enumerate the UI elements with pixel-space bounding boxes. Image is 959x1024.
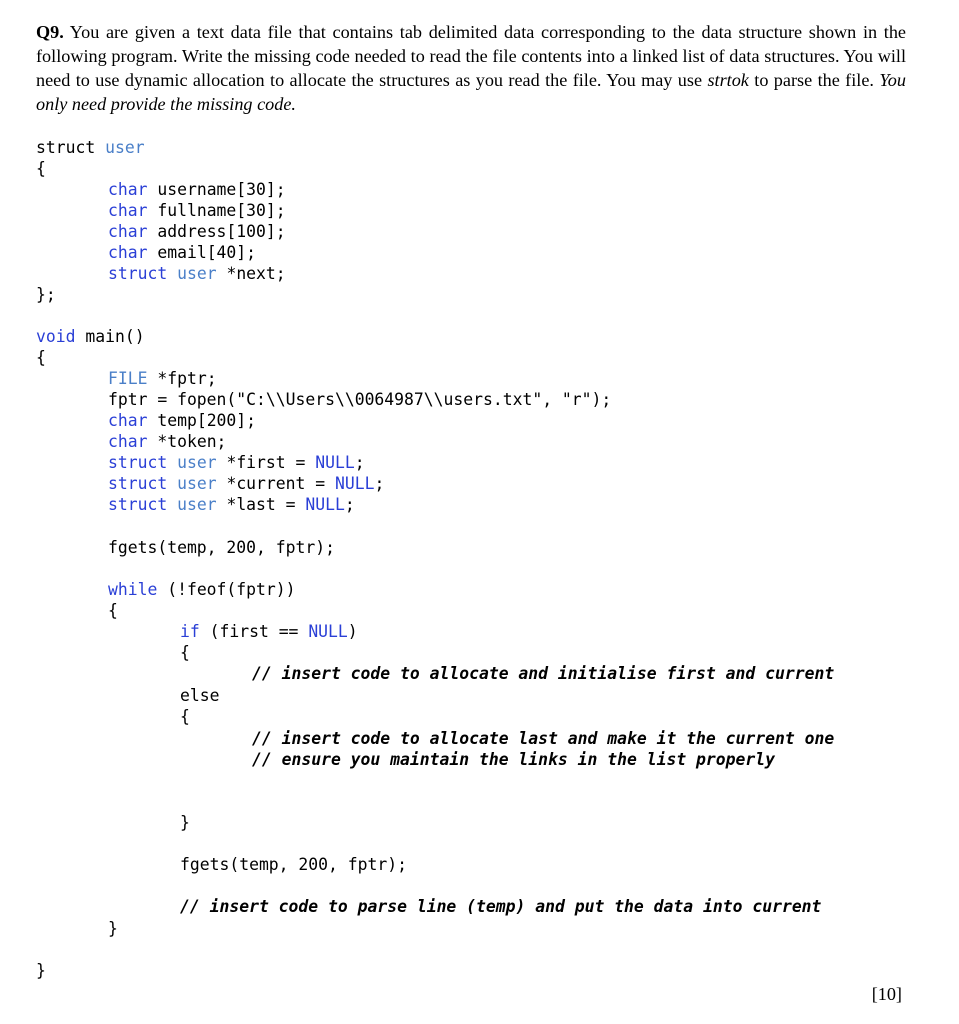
- question-body-1: You are given a text data file that contains tab delimited data corresponding to the data structure shown in the following program. Write the missing code needed to read the file contents into a linked list of data structures. You will need to use dynamic allocation to allocate the structures as you read the file. You may use: [36, 22, 906, 90]
- code-struct-close: };: [36, 285, 56, 304]
- question-text: [36, 20, 906, 116]
- code-current-decl: struct user *current = NULL;: [108, 474, 385, 493]
- code-field-fullname: char fullname[30];: [108, 201, 286, 220]
- code-else-close: }: [180, 813, 190, 832]
- code-temp-decl: char temp[200];: [108, 411, 257, 430]
- code-while: while (!feof(fptr)): [108, 580, 296, 599]
- code-fptr-decl: FILE *fptr;: [108, 369, 217, 388]
- code-while-close: }: [108, 919, 118, 938]
- marks-label: [10]: [871, 984, 902, 1004]
- question-instruction: You only need provide the missing code.: [36, 70, 906, 114]
- code-main-signature: void main(): [36, 327, 145, 346]
- code-first-decl: struct user *first = NULL;: [108, 453, 365, 472]
- code-else-open: {: [180, 707, 190, 726]
- code-struct-header: struct user: [36, 138, 145, 157]
- code-while-open: {: [108, 601, 118, 620]
- code-fgets-loop: fgets(temp, 200, fptr);: [180, 855, 407, 874]
- code-fopen: fptr = fopen("C:\\Users\\0064987\\users.txt", "r");: [108, 390, 612, 409]
- strtok-term: strtok: [707, 70, 749, 90]
- code-struct-open: {: [36, 159, 46, 178]
- code-field-username: char username[30];: [108, 180, 286, 199]
- code-main-open: {: [36, 348, 46, 367]
- code-comment-parse: // insert code to parse line (temp) and put the data into current: [180, 897, 822, 916]
- code-field-next: struct user *next;: [108, 264, 286, 283]
- code-token-decl: char *token;: [108, 432, 227, 451]
- question-number: Q9.: [36, 22, 64, 42]
- code-comment-last-2: // ensure you maintain the links in the list properly: [252, 750, 776, 769]
- code-field-address: char address[100];: [108, 222, 286, 241]
- code-last-decl: struct user *last = NULL;: [108, 495, 355, 514]
- question-body-2: to parse the file.: [748, 70, 880, 90]
- code-comment-last-1: // insert code to allocate last and make it the current one: [252, 729, 835, 748]
- code-main-close: }: [36, 961, 46, 980]
- code-if-open: {: [180, 643, 190, 662]
- code-else: else: [180, 686, 220, 705]
- code-fgets-initial: fgets(temp, 200, fptr);: [108, 538, 335, 557]
- code-if: if (first == NULL): [180, 622, 358, 641]
- code-field-email: char email[40];: [108, 243, 257, 262]
- code-comment-first: // insert code to allocate and initialise first and current: [252, 664, 835, 683]
